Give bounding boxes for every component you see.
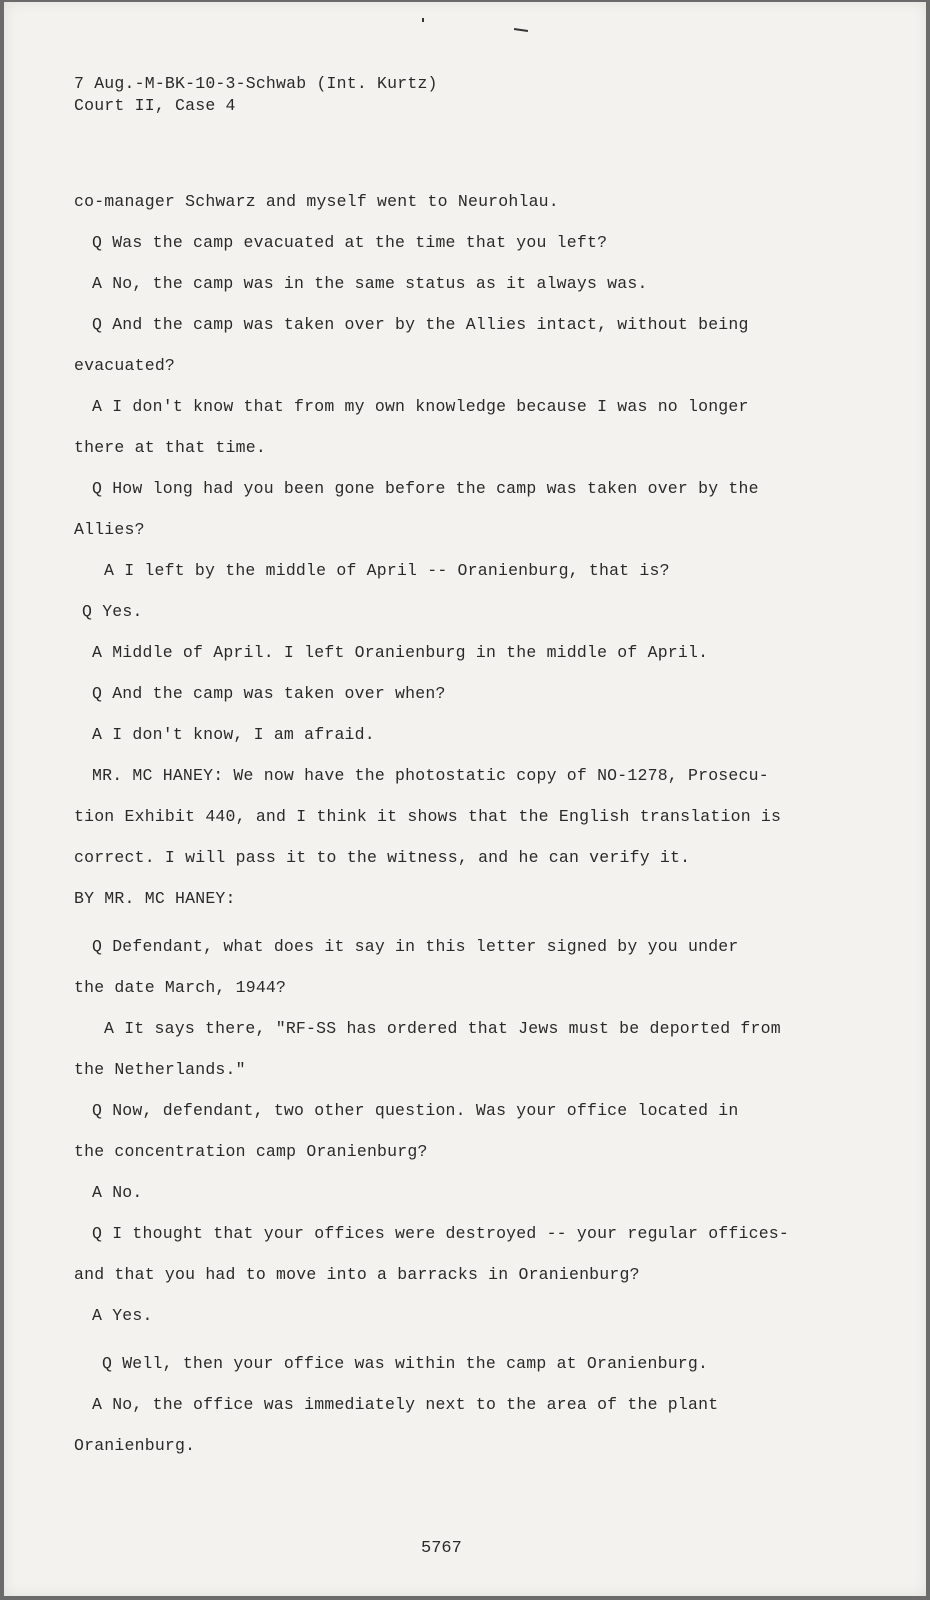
transcript-line: tion Exhibit 440, and I think it shows that the English translation is [74,807,782,826]
header-line-1: 7 Aug.-M-BK-10-3-Schwab (Int. Kurtz) [74,74,438,93]
transcript-line: A No. [92,1183,143,1202]
transcript-line: A Middle of April. I left Oranienburg in the middle of April. [92,643,709,662]
transcript-line: Q Well, then your office was within the camp at Oranienburg. [102,1354,709,1373]
transcript-line: and that you had to move into a barracks in Oranienburg? [74,1265,640,1284]
page-number: 5767 [421,1539,462,1558]
transcript-line: Q How long had you been gone before the camp was taken over by the [92,479,759,498]
paper-speck [514,28,528,32]
transcript-line: Q And the camp was taken over by the Allies intact, without being [92,315,749,334]
transcript-line: co-manager Schwarz and myself went to Neurohlau. [74,192,559,211]
transcript-line: Oranienburg. [74,1436,196,1455]
header-line-2: Court II, Case 4 [74,96,236,115]
transcript-line: Q Defendant, what does it say in this letter signed by you under [92,937,739,956]
transcript-line: Q I thought that your offices were destroyed -- your regular offices- [92,1224,790,1243]
document-page [4,2,926,1596]
transcript-line: there at that time. [74,438,266,457]
paper-speck [422,18,424,22]
transcript-line: A No, the camp was in the same status as it always was. [92,274,648,293]
transcript-line: A Yes. [92,1306,153,1325]
transcript-line: the concentration camp Oranienburg? [74,1142,428,1161]
transcript-line: the Netherlands." [74,1060,246,1079]
transcript-line: Q Was the camp evacuated at the time that you left? [92,233,608,252]
transcript-line: BY MR. MC HANEY: [74,889,236,908]
transcript-line: A It says there, "RF-SS has ordered that Jews must be deported from [104,1019,781,1038]
transcript-line: A No, the office was immediately next to the area of the plant [92,1395,719,1414]
transcript-line: Q Now, defendant, two other question. Was your office located in [92,1101,739,1120]
transcript-line: A I don't know, I am afraid. [92,725,375,744]
transcript-line: the date March, 1944? [74,978,287,997]
transcript-line: A I don't know that from my own knowledge because I was no longer [92,397,749,416]
transcript-line: evacuated? [74,356,176,375]
transcript-line: Q And the camp was taken over when? [92,684,446,703]
transcript-line: Allies? [74,520,145,539]
transcript-line: correct. I will pass it to the witness, and he can verify it. [74,848,691,867]
transcript-line: A I left by the middle of April -- Oranienburg, that is? [104,561,670,580]
transcript-line: MR. MC HANEY: We now have the photostatic copy of NO-1278, Prosecu- [92,766,769,785]
transcript-line: Q Yes. [82,602,143,621]
